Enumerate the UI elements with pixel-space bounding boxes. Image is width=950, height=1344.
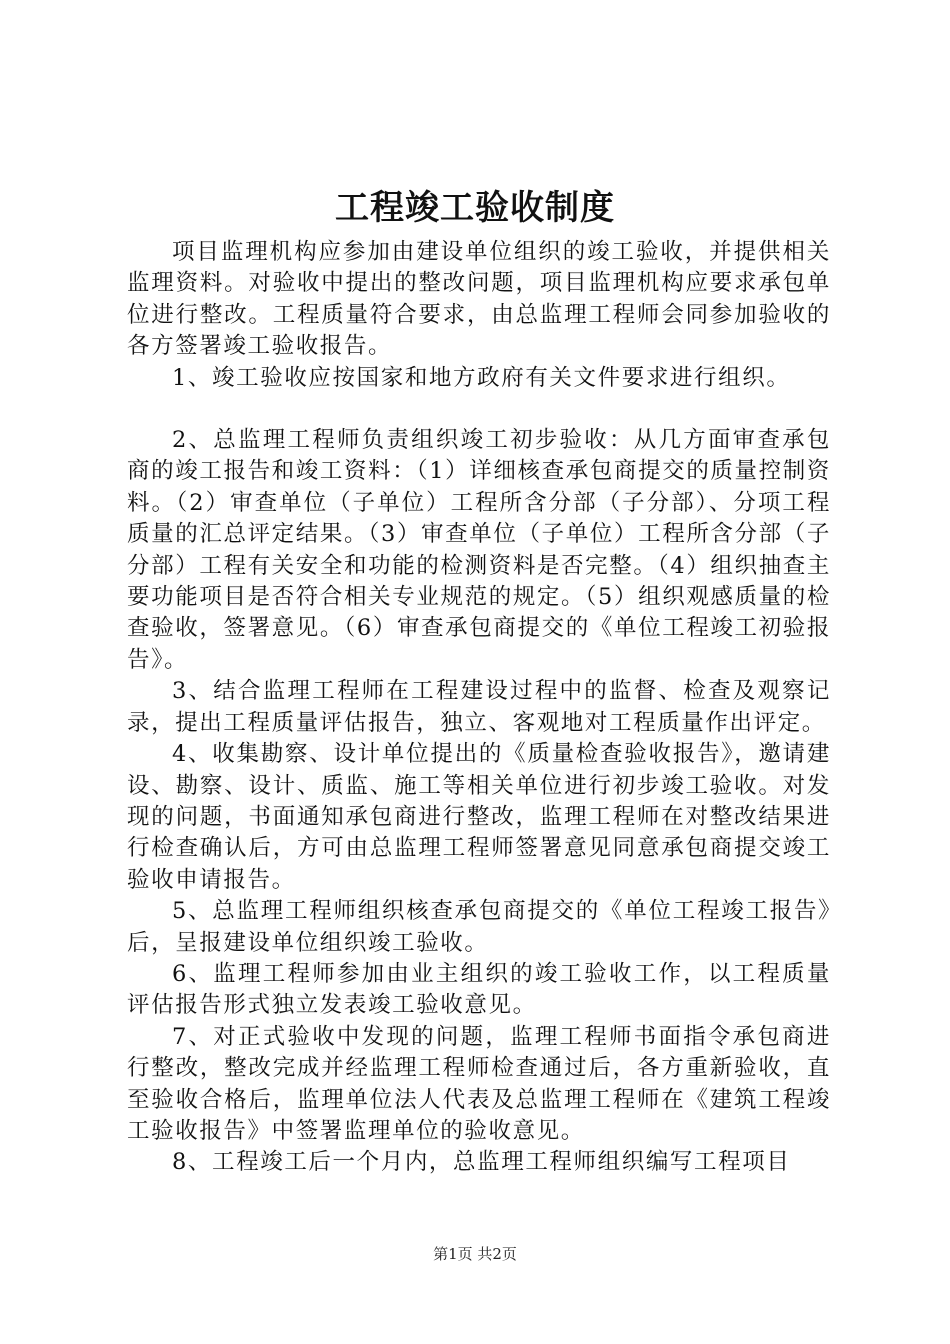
clause-4-paragraph: 4、收集勘察、设计单位提出的《质量检查验收报告》，邀请建设、勘察、设计、质监、施工等相关单位进行初步竣工验收。对发现的问题，书面通知承包商进行整改，监理工程师在对整改结果进行检查确认后，方可由总监理工程师签署意见同意承包商提交竣工验收申请报告。 bbox=[127, 741, 831, 893]
clause-1-paragraph: 1、竣工验收应按国家和地方政府有关文件要求进行组织。 bbox=[172, 364, 791, 391]
page-number-footer: 第1页 共2页 bbox=[433, 1245, 517, 1263]
clause-7-paragraph: 7、对正式验收中发现的问题，监理工程师书面指令承包商进行整改，整改完成并经监理工程师检查通过后，各方重新验收，直至验收合格后，监理单位法人代表及总监理工程师在《建筑工程竣工验收报告》中签署监理单位的验收意见。 bbox=[127, 1023, 831, 1144]
intro-paragraph: 项目监理机构应参加由建设单位组织的竣工验收，并提供相关监理资料。对验收中提出的整改问题，项目监理机构应要求承包单位进行整改。工程质量符合要求，由总监理工程师会同参加验收的各方签署竣工验收报告。 bbox=[127, 239, 831, 360]
clause-6-paragraph: 6、监理工程师参加由业主组织的竣工验收工作，以工程质量评估报告形式独立发表竣工验收意见。 bbox=[127, 960, 831, 1019]
document-title: 工程竣工验收制度 bbox=[335, 188, 615, 228]
clause-5-paragraph: 5、总监理工程师组织核查承包商提交的《单位工程竣工报告》后，呈报建设单位组织竣工验收。 bbox=[127, 898, 831, 956]
clause-8-paragraph: 8、工程竣工后一个月内，总监理工程师组织编写工程项目 bbox=[172, 1149, 791, 1176]
clause-3-paragraph: 3、结合监理工程师在工程建设过程中的监督、检查及观察记录，提出工程质量评估报告，独立、客观地对工程质量作出评定。 bbox=[127, 678, 831, 736]
document-body bbox=[127, 237, 831, 1179]
clause-2-paragraph: 2、总监理工程师负责组织竣工初步验收：从几方面审查承包商的竣工报告和竣工资料：（1）详细核查承包商提交的质量控制资料。（2）审查单位（子单位）工程所含分部（子分部）、分项工程质量的汇总评定结果。（3）审查单位（子单位）工程所含分部（子分部）工程有关安全和功能的检测资料是否完整。（4）组织抽查主要功能项目是否符合相关专业规范的规定。（5）组织观感质量的检查验收，签署意见。（6）审查承包商提交的《单位工程竣工初验报告》。 bbox=[127, 427, 831, 673]
